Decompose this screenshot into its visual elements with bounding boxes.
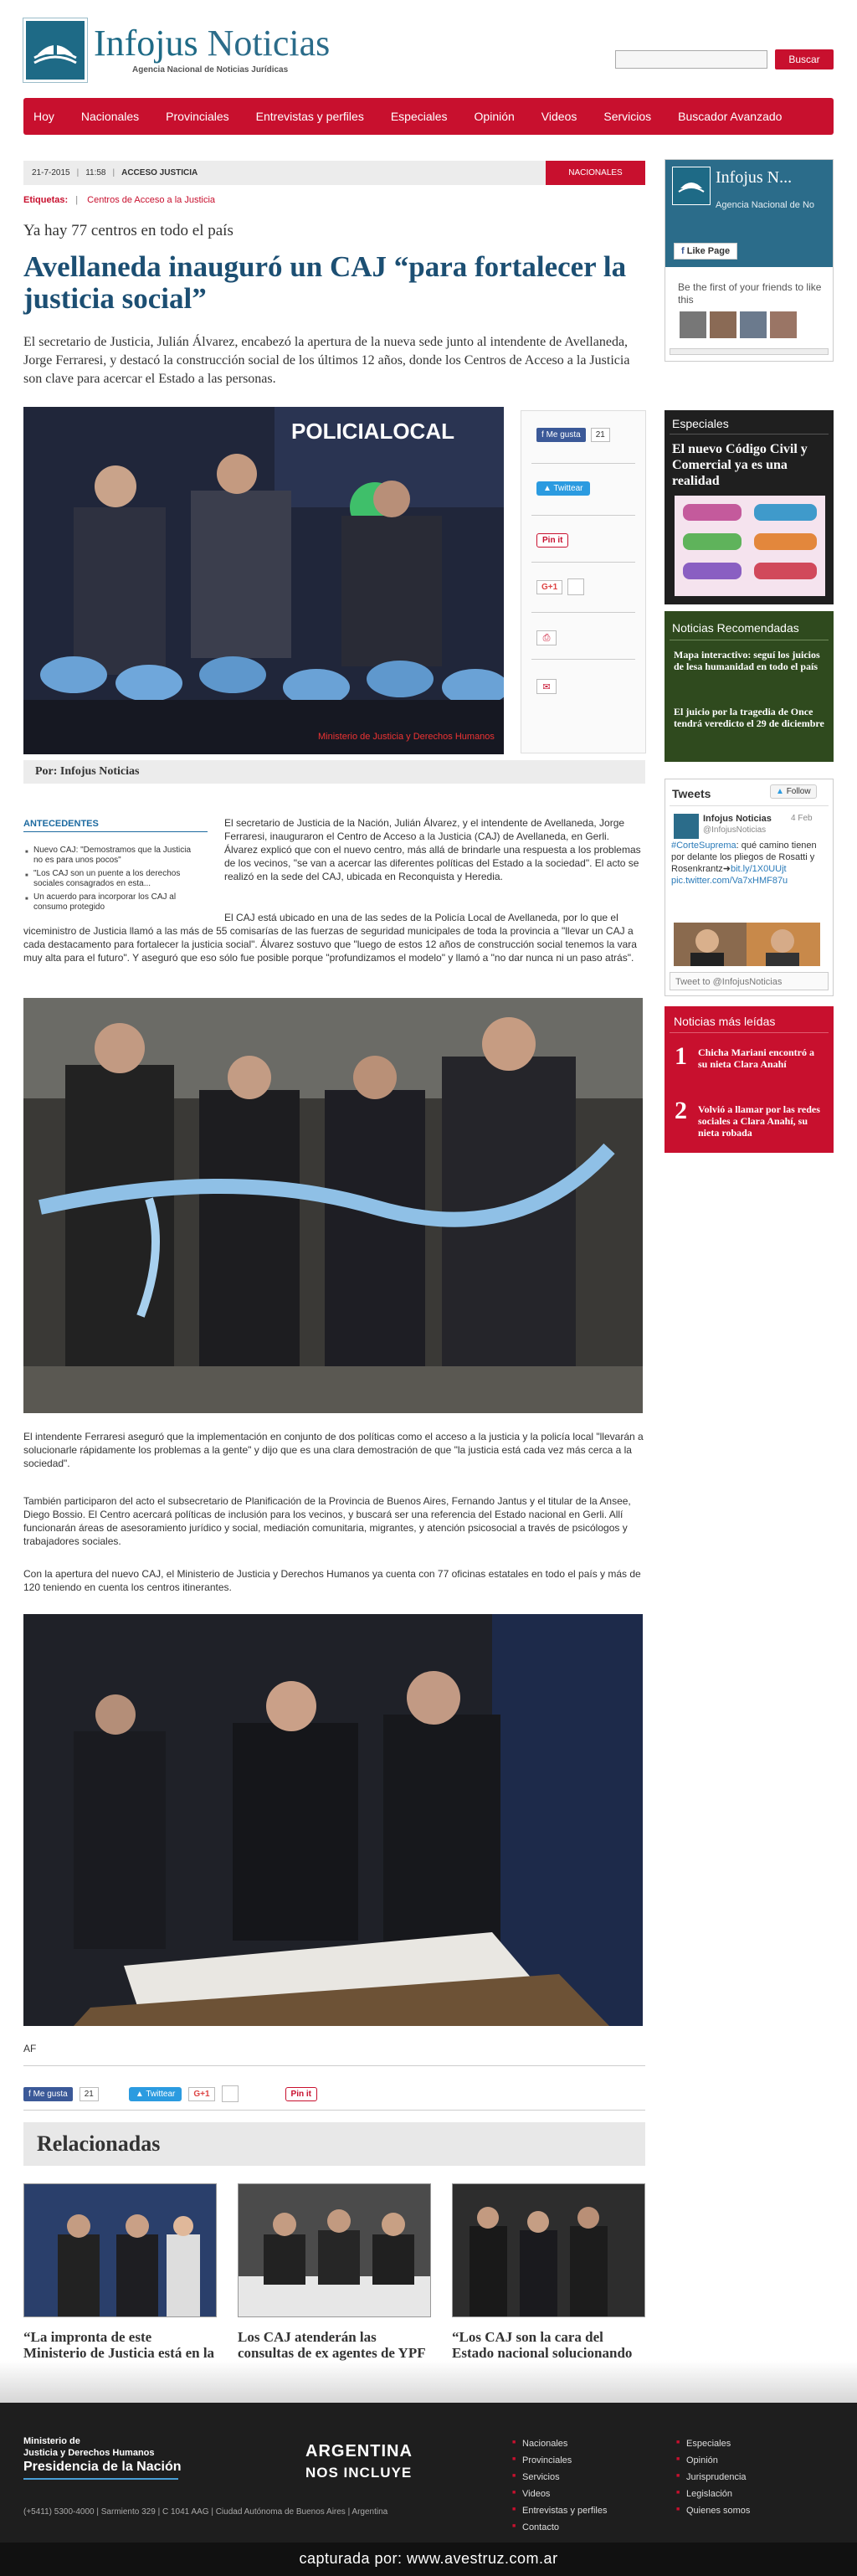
facebook-count: 21	[80, 2087, 99, 2101]
tweet-text: #CorteSuprema: qué camino tienen por delante los pliegos de Rosatti y Rosenkrantz➜bit.ly/1X0UUjt pic.twitter.com/Va7xHMF87u	[671, 841, 817, 886]
article-kicker: Ya hay 77 centros en todo el país	[23, 222, 233, 239]
twitter-icon: ▲	[776, 787, 787, 796]
book-icon	[26, 21, 85, 80]
related-image[interactable]	[452, 2183, 645, 2317]
related-title[interactable]: “La impronta de este Ministerio de Justicia está en la	[23, 2329, 215, 2361]
rank-number: 2	[675, 1097, 687, 1124]
google-plus-count	[222, 2085, 239, 2102]
facebook-share[interactable]	[536, 428, 610, 442]
tweets-heading: Tweets	[672, 787, 711, 800]
footer-link-nacionales[interactable]: ■ Nacionales	[512, 2439, 567, 2449]
logo-mark[interactable]	[23, 18, 87, 82]
nav-item-especiales[interactable]: Especiales	[390, 110, 448, 123]
friend-avatar[interactable]	[740, 311, 767, 338]
twitter-icon: ▲	[135, 2089, 146, 2099]
recomendadas-heading: Noticias Recomendadas	[672, 621, 799, 635]
pinterest-button[interactable]: Pin it	[285, 2087, 317, 2101]
recomendada-link[interactable]: Mapa interactivo: seguí los juicios de lesa humanidad en todo el país	[674, 649, 820, 672]
google-plus-count	[567, 578, 584, 595]
footer-link-opinion[interactable]: ■ Opinión	[676, 2455, 718, 2465]
related-image[interactable]	[238, 2183, 431, 2317]
logo-mark-small	[672, 167, 711, 205]
related-title[interactable]: “Los CAJ son la cara del Estado nacional solucionando	[452, 2329, 633, 2361]
nav-item-entrevistas[interactable]: Entrevistas y perfiles	[255, 110, 364, 123]
article-byline: Por: Infojus Noticias	[23, 760, 645, 784]
facebook-like-page-button[interactable]: f Like Page	[674, 243, 737, 260]
nav-item-hoy[interactable]: Hoy	[33, 110, 54, 123]
capture-credit: capturada por: www.avestruz.com.ar	[299, 2550, 558, 2567]
tweet-compose-box[interactable]: Tweet to @InfojusNoticias	[670, 972, 829, 990]
google-plus-button[interactable]: G+1	[536, 580, 562, 594]
facebook-page-name: Infojus N...	[716, 168, 793, 187]
footer-link-contacto[interactable]: ■ Contacto	[512, 2522, 559, 2532]
section-badge[interactable]: NACIONALES	[546, 161, 645, 185]
mas-leidas-heading: Noticias más leídas	[674, 1015, 776, 1028]
widget-scrollbar[interactable]	[670, 348, 829, 355]
friend-avatar[interactable]	[770, 311, 797, 338]
search-button[interactable]: Buscar	[775, 49, 834, 69]
footer-link-quienes-somos[interactable]: ■ Quienes somos	[676, 2506, 750, 2516]
tweet-pic-link[interactable]: pic.twitter.com/Va7xHMF87u	[671, 876, 788, 886]
ribbon-cutting-photo	[23, 998, 643, 1413]
mail-icon[interactable]: ✉	[536, 679, 557, 694]
friend-avatar[interactable]	[680, 311, 706, 338]
photo-caption: Ministerio de Justicia y Derechos Humanos	[318, 732, 495, 742]
mas-leida-link[interactable]: Volvió a llamar por las redes sociales a Clara Anahí, su nieta robada	[698, 1103, 820, 1139]
pinterest-button[interactable]: Pin it	[536, 533, 568, 548]
article-time: 11:58	[85, 168, 106, 177]
article-date: 21-7-2015	[32, 168, 70, 177]
nav-item-buscador-avanzado[interactable]: Buscador Avanzado	[678, 110, 783, 123]
friend-avatar[interactable]	[710, 311, 736, 338]
antecedentes-list	[25, 846, 192, 916]
tweet-image[interactable]	[674, 923, 820, 966]
footer-link-especiales[interactable]: ■ Especiales	[676, 2439, 731, 2449]
antecedente-link[interactable]: ■ "Los CAJ son un puente a los derechos sociales consagrados en esta...	[25, 869, 192, 889]
article-lead: El secretario de Justicia, Julián Álvarez, encabezó la apertura de la nueva sede junto al intendente de Avellaneda, Jorge Ferraresi, y destacó la construcción social de los últimos 12 años, donde los Centros de Acceso a la Justicia son clave para acercar el Estado a las personas.	[23, 335, 630, 386]
article-paragraph: Con la apertura del nuevo CAJ, el Ministerio de Justicia y Derechos Humanos ya cuenta con 77 oficinas estatales en todo el país y más de 120 teniendo en cuenta los centros itinerantes.	[23, 1568, 641, 1593]
article-paragraph: También participaron del acto el subsecretario de Planificación de la Provincia de Buenos Aires, Fernando Jantus y el titular de la Ansee, Diego Bossio. El Centro acercará políticas de inclusión para los vecinos, y buscará ser una referencia del Estado nacional en Gerli. Allí funcionarán áreas de asesoramiento jurídico y social, mediación comunitaria, migrantes, y atención psicosocial a través de psicólogos y trabajadores sociales.	[23, 1495, 631, 1547]
facebook-icon: f	[681, 246, 687, 256]
twitter-share-button[interactable]: ▲ Twittear	[536, 481, 590, 496]
facebook-icon: f	[541, 430, 547, 440]
tweet-author-name[interactable]: Infojus Noticias	[703, 814, 772, 824]
article-paragraph: El secretario de Justicia de la Nación, Julián Álvarez, y el intendente de Avellaneda, Jorge Ferraresi, inauguraron el Centro de Acceso a la Justicia (CAJ) de Avellaneda, en Gerli. Álvarez explicó que con el nuevo centro, más allá de brindarle una respuesta a los problemas de los vecinos, "se van a acercar las diferentes políticas del Estado a la sociedad". El acto se realizó en la sede del CAJ, ubicada en Reconquista y Heredia.	[224, 817, 641, 882]
facebook-like-button[interactable]	[536, 428, 586, 442]
article-paragraph: El intendente Ferraresi aseguró que la implementación en conjunto de dos políticas como el acceso a la justicia y la policía local "llevarán a solucionarle rápidamente los problemas a la gente" y dijo que es una clara demostración de que "la justicia está cada vez más cerca a la sociedad".	[23, 1431, 644, 1469]
especiales-title[interactable]: El nuevo Código Civil y Comercial ya es una realidad	[672, 442, 808, 488]
logo-word-infojus: Infojus	[94, 23, 198, 64]
nav-item-videos[interactable]: Videos	[541, 110, 577, 123]
facebook-cover-subtitle: Agencia Nacional de No	[716, 200, 815, 210]
facebook-friends-text: Be the first of your friends to like this	[678, 281, 822, 306]
article-main-photo	[23, 407, 504, 754]
footer-link-jurisprudencia[interactable]: ■ Jurisprudencia	[676, 2472, 747, 2482]
footer-link-videos[interactable]: ■ Videos	[512, 2489, 550, 2499]
article-meta-bar: 21-7-2015 | 11:58 | ACCESO JUSTICIA	[23, 161, 645, 185]
facebook-like-button[interactable]: f Me gusta	[23, 2087, 73, 2101]
twitter-follow-button[interactable]: ▲ Follow	[770, 784, 817, 799]
footer-link-legislacion[interactable]: ■ Legislación	[676, 2489, 732, 2499]
nav-item-provinciales[interactable]: Provinciales	[166, 110, 229, 123]
tweet-hashtag[interactable]: #CorteSuprema	[671, 841, 736, 851]
tag-link[interactable]: Centros de Acceso a la Justicia	[87, 195, 216, 205]
twitter-avatar[interactable]	[674, 814, 699, 839]
twitter-icon: ▲	[543, 484, 554, 493]
nav-item-servicios[interactable]: Servicios	[603, 110, 652, 123]
especiales-image[interactable]	[675, 496, 825, 596]
antecedentes-title: ANTECEDENTES	[23, 819, 99, 829]
site-logo-title[interactable]	[94, 23, 330, 64]
article-headline: Avellaneda inauguró un CAJ “para fortalecer la justicia social”	[23, 250, 627, 315]
recomendada-link[interactable]: El juicio por la tragedia de Once tendrá veredicto el 29 de diciembre	[674, 706, 824, 729]
signing-photo	[23, 1614, 643, 2026]
logo-word-noticias: Noticias	[207, 23, 331, 64]
main-nav	[23, 98, 834, 135]
footer-presidencia[interactable]: Presidencia de la Nación	[23, 2460, 182, 2474]
footer-address: (+5411) 5300-4000 | Sarmiento 329 | C 1041 AAG | Ciudad Autónoma de Buenos Aires | Argentina	[23, 2507, 388, 2517]
rank-number: 1	[675, 1042, 687, 1070]
antecedente-link[interactable]: ■ Nuevo CAJ: "Demostramos que la Justicia no es para unos pocos"	[25, 846, 192, 866]
search-input[interactable]	[615, 50, 767, 69]
tweet-author-handle: @InfojusNoticias	[703, 825, 767, 835]
tags-label: Etiquetas:	[23, 195, 69, 205]
google-plus-button[interactable]: G+1	[188, 2087, 214, 2101]
antecedente-link[interactable]: ■ Un acuerdo para incorporar los CAJ al consumo protegido	[25, 892, 192, 913]
article-topic: ACCESO JUSTICIA	[121, 168, 198, 177]
print-icon[interactable]: ⎙	[536, 630, 557, 645]
share-bar-bottom	[23, 2085, 317, 2102]
police-sign-text: POLICIALOCAL	[291, 419, 454, 444]
footer-ministry-line1: Ministerio de	[23, 2436, 80, 2446]
photo-credit: AF	[23, 2043, 37, 2054]
footer-nos-incluye: NOS INCLUYE	[305, 2465, 413, 2481]
tweet-date[interactable]: 4 Feb	[791, 814, 813, 823]
nav-item-opinion[interactable]: Opinión	[474, 110, 515, 123]
share-column	[521, 410, 646, 753]
facebook-icon: f	[28, 2089, 33, 2099]
related-image[interactable]	[23, 2183, 217, 2317]
tags-row: Etiquetas: | Centros de Acceso a la Justicia	[23, 195, 216, 205]
tweet-link[interactable]: bit.ly/1X0UUjt	[730, 864, 787, 874]
facebook-like-label: Me gusta	[546, 430, 581, 440]
mas-leida-link[interactable]: Chicha Mariani encontró a su nieta Clara Anahí	[698, 1046, 814, 1070]
footer-link-servicios[interactable]: ■ Servicios	[512, 2472, 560, 2482]
logo-subtitle: Agencia Nacional de Noticias Jurídicas	[132, 65, 289, 75]
twitter-share-button[interactable]: ▲ Twittear	[129, 2087, 182, 2101]
especiales-heading: Especiales	[672, 417, 729, 430]
footer-ministry-line2: Justicia y Derechos Humanos	[23, 2448, 155, 2458]
footer-argentina: ARGENTINA	[305, 2442, 413, 2460]
nav-item-nacionales[interactable]: Nacionales	[80, 110, 140, 123]
footer-link-entrevistas[interactable]: ■ Entrevistas y perfiles	[512, 2506, 607, 2516]
related-title[interactable]: Los CAJ atenderán las consultas de ex agentes de YPF	[238, 2329, 425, 2361]
article-paragraph: El CAJ está ubicado en una de las sedes de la Policía Local de Avellaneda, por lo que el viceministro de Justicia llamó a las más de 55 comisarías de las fuerzas de seguridad municipales de toda la provincia a "llevar un CAJ a cada destacamento para fortalecer la justicia social". Álvarez sostuvo que "luego de estos 12 años de construcción social tenemos la vara muy alta para el futuro". Y aseguró que eso sólo fue posible porque "profundizamos el modelo" y llamó a "no dar nunca ni un paso atrás".	[23, 912, 637, 964]
footer-link-provinciales[interactable]: ■ Provinciales	[512, 2455, 572, 2465]
facebook-count: 21	[591, 428, 610, 442]
related-heading: Relacionadas	[23, 2122, 645, 2166]
